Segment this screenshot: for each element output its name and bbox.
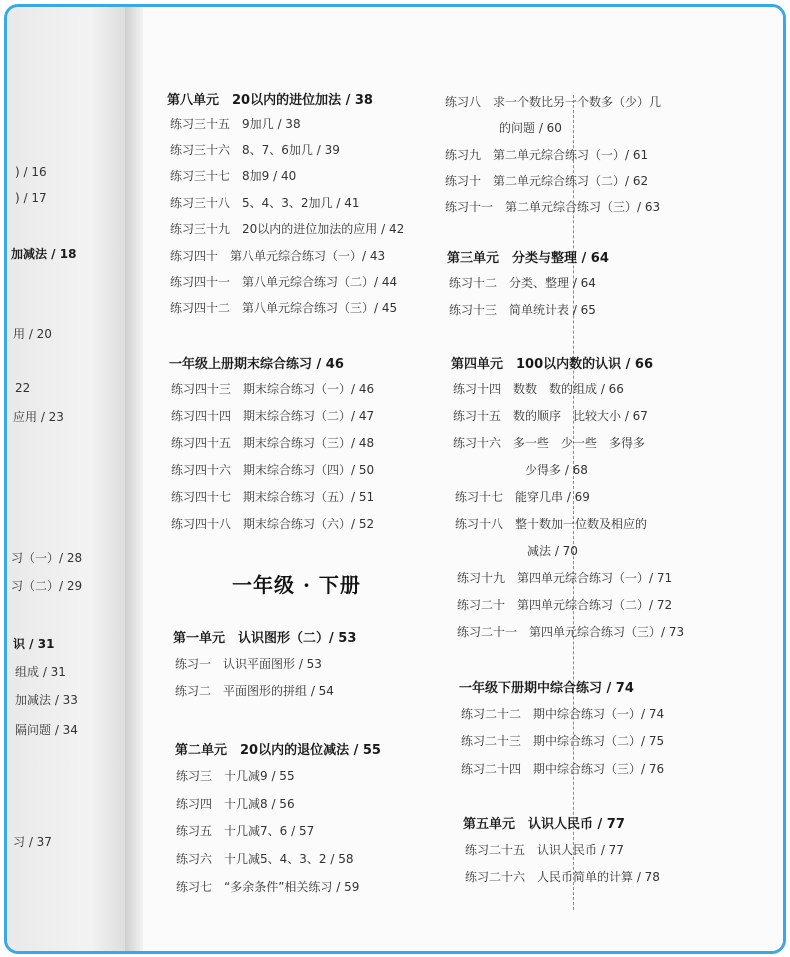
toc-item: 练习十九 第四单元综合练习（一）/ 71 — [457, 571, 673, 585]
toc-item: 练习四十三 期末综合练习（一）/ 46 — [171, 382, 375, 396]
toc-item: 练习四十四 期末综合练习（二）/ 47 — [171, 409, 375, 423]
toc-page — [143, 7, 783, 951]
toc-item: 练习十四 数数 数的组成 / 66 — [453, 382, 624, 396]
toc-item: 练习四十六 期末综合练习（四）/ 50 — [171, 463, 375, 477]
toc-item: 练习十一 第二单元综合练习（三）/ 63 — [445, 200, 661, 214]
unit-heading: 第三单元 分类与整理 / 64 — [447, 251, 609, 266]
toc-item: 练习四十七 期末综合练习（五）/ 51 — [171, 490, 375, 504]
unit-heading: 一年级上册期末综合练习 / 46 — [169, 357, 344, 372]
toc-item: 练习二十 第四单元综合练习（二）/ 72 — [457, 598, 673, 612]
toc-item: 练习三十七 8加9 / 40 — [170, 169, 297, 183]
toc-item: 练习四十 第八单元综合练习（一）/ 43 — [170, 249, 386, 263]
unit-heading: 第八单元 20以内的进位加法 / 38 — [167, 93, 373, 108]
toc-item: 练习三 十几减9 / 55 — [176, 769, 295, 783]
unit-heading: 一年级下册期中综合练习 / 74 — [459, 681, 634, 696]
toc-item: 练习四 十几减8 / 56 — [176, 797, 295, 811]
unit-heading: 第二单元 20以内的退位减法 / 55 — [175, 743, 381, 758]
left-fragment: 习（一）/ 28 — [11, 551, 83, 565]
toc-item: 练习二十二 期中综合练习（一）/ 74 — [461, 707, 665, 721]
toc-item: 练习三十八 5、4、3、2加几 / 41 — [170, 196, 360, 210]
left-fragment: 用 / 20 — [13, 327, 52, 341]
toc-item: 练习二十六 人民币简单的计算 / 78 — [465, 870, 660, 884]
left-fragment: 应用 / 23 — [13, 410, 64, 424]
toc-item: 练习九 第二单元综合练习（一）/ 61 — [445, 148, 649, 162]
toc-item: 练习三十六 8、7、6加几 / 39 — [170, 143, 340, 157]
left-fragment: 隔问题 / 34 — [15, 723, 78, 737]
toc-item: 练习二 平面图形的拼组 / 54 — [175, 684, 334, 698]
toc-item: 练习十七 能穿几串 / 69 — [455, 490, 590, 504]
photo-frame — [4, 4, 786, 954]
toc-item: 练习十三 简单统计表 / 65 — [449, 303, 596, 317]
toc-item: 练习三十五 9加几 / 38 — [170, 117, 301, 131]
toc-item-continued: 减法 / 70 — [527, 544, 578, 558]
left-fragment: 习 / 37 — [13, 835, 52, 849]
toc-item: 练习四十八 期末综合练习（六）/ 52 — [171, 517, 375, 531]
page-fold — [125, 7, 145, 951]
toc-item: 练习二十四 期中综合练习（三）/ 76 — [461, 762, 665, 776]
unit-heading: 第五单元 认识人民币 / 77 — [463, 817, 625, 832]
toc-item: 练习十八 整十数加一位数及相应的 — [455, 517, 648, 531]
left-fragment: 习（二）/ 29 — [11, 579, 83, 593]
left-fragment: 加减法 / 18 — [11, 247, 77, 261]
toc-item: 练习七 “多余条件”相关练习 / 59 — [176, 880, 360, 894]
left-page — [7, 7, 127, 951]
toc-item: 练习二十三 期中综合练习（二）/ 75 — [461, 734, 665, 748]
toc-item: 练习十五 数的顺序 比较大小 / 67 — [453, 409, 648, 423]
toc-item: 练习四十五 期末综合练习（三）/ 48 — [171, 436, 375, 450]
toc-item: 练习一 认识平面图形 / 53 — [175, 657, 322, 671]
toc-item: 练习十 第二单元综合练习（二）/ 62 — [445, 174, 649, 188]
left-fragment: 加减法 / 33 — [15, 693, 78, 707]
toc-item: 练习二十五 认识人民币 / 77 — [465, 843, 624, 857]
volume-title: 一年级 · 下册 — [232, 573, 361, 597]
left-fragment: 组成 / 31 — [15, 665, 66, 679]
toc-item: 练习十二 分类、整理 / 64 — [449, 276, 596, 290]
toc-item: 练习三十九 20以内的进位加法的应用 / 42 — [170, 222, 405, 236]
toc-item: 练习二十一 第四单元综合练习（三）/ 73 — [457, 625, 685, 639]
toc-item-continued: 少得多 / 68 — [525, 463, 588, 477]
toc-item: 练习四十一 第八单元综合练习（二）/ 44 — [170, 275, 398, 289]
unit-heading: 第四单元 100以内数的认识 / 66 — [451, 357, 654, 372]
toc-item-continued: 的问题 / 60 — [499, 121, 562, 135]
toc-item: 练习五 十几减7、6 / 57 — [176, 824, 315, 838]
toc-item: 练习八 求一个数比另一个数多（少）几 — [445, 95, 662, 109]
left-fragment: 识 / 31 — [13, 637, 55, 651]
left-fragment: 22 — [15, 381, 31, 395]
toc-item: 练习四十二 第八单元综合练习（三）/ 45 — [170, 301, 398, 315]
left-fragment: ) / 17 — [15, 191, 47, 205]
toc-item: 练习六 十几减5、4、3、2 / 58 — [176, 852, 354, 866]
unit-heading: 第一单元 认识图形（二）/ 53 — [173, 631, 357, 646]
left-fragment: ) / 16 — [15, 165, 47, 179]
toc-item: 练习十六 多一些 少一些 多得多 — [453, 436, 646, 450]
